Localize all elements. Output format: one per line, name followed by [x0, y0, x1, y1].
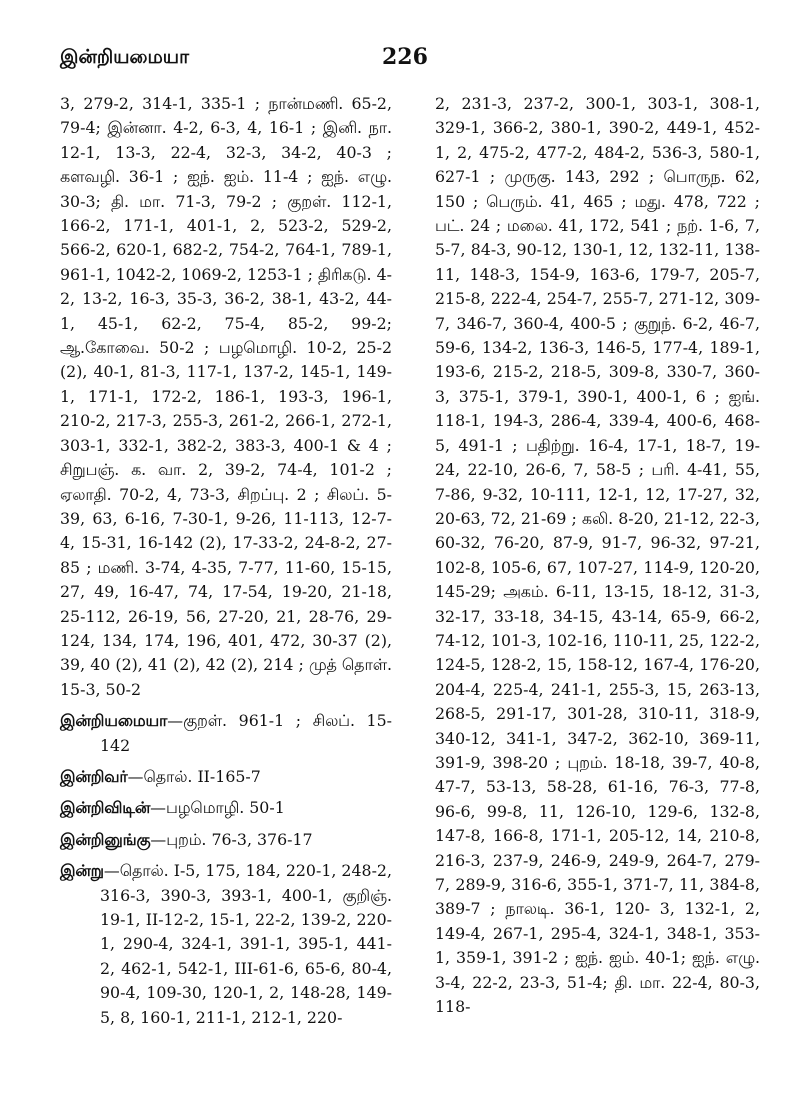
index-entry	[60, 828, 392, 852]
entry-headword: இன்றியமையா	[60, 711, 168, 731]
index-entry	[60, 859, 392, 1030]
running-head: இன்றியமையா	[60, 46, 190, 68]
left-column	[60, 92, 392, 1037]
right-column	[435, 92, 760, 1026]
index-entry	[60, 796, 392, 820]
entry-headword: இன்று	[60, 861, 104, 881]
entry-headword: இன்றினுங்கு	[60, 829, 151, 849]
entry-references: —தொல். I-5, 175, 184, 220-1, 248-2, 316-3, 390-3, 393-1, 400-1, குறிஞ். 19-1, II-12-2, 15-1, 22-2, 139-2, 220-1, 290-4, 324-1, 391-1, 395-1, 441-2, 462-1, 542-1, III-61-6, 65-6, 80-4, 90-4, 109-30, 120-1, 2, 148-28, 149-5, 8, 160-1, 211-1, 212-1, 220-	[100, 861, 392, 1027]
index-entry	[60, 765, 392, 789]
entry-headword: இன்றிவிடின்	[60, 798, 151, 818]
index-entry	[60, 709, 392, 758]
entry-references: —தொல். II-165-7	[127, 766, 261, 786]
entry-continuation: 3, 279-2, 314-1, 335-1 ; நான்மணி. 65-2, 79-4; இன்னா. 4-2, 6-3, 4, 16-1 ; இனி. நா. 12-1, 13-3, 22-4, 32-3, 34-2, 40-3 ; களவழி. 36-1 ; ஐந். ஐம். 11-4 ; ஐந். எழு. 30-3; தி. மா. 71-3, 79-2 ; குறள். 112-1, 166-2, 171-1, 401-1, 2, 523-2, 529-2, 566-2, 620-1, 682-2, 754-2, 764-1, 789-1, 961-1, 1042-2, 1069-2, 1253-1 ; திரிகடு. 4-2, 13-2, 16-3, 35-3, 36-2, 38-1, 43-2, 44-1, 45-1, 62-2, 75-4, 85-2, 99-2; ஆ.கோவை. 50-2 ; பழமொழி. 10-2, 25-2 (2), 40-1, 81-3, 117-1, 137-2, 145-1, 149-1, 171-1, 172-2, 186-1, 193-3, 196-1, 210-2, 217-3, 255-3, 261-2, 266-1, 272-1, 303-1, 332-1, 382-2, 383-3, 400-1 & 4 ; சிறுபஞ். க. வா. 2, 39-2, 74-4, 101-2 ; ஏலாதி. 70-2, 4, 73-3, சிறப்பு. 2 ; சிலப். 5-39, 63, 6-16, 7-30-1, 9-26, 11-113, 12-7-4, 15-31, 16-142 (2), 17-33-2, 24-8-2, 27-85 ; மணி. 3-74, 4-35, 7-77, 11-60, 15-15, 27, 49, 16-47, 74, 17-54, 19-20, 21-18, 25-112, 26-19, 56, 27-20, 21, 28-76, 29-124, 134, 174, 196, 401, 472, 30-37 (2), 39, 40 (2), 41 (2), 42 (2), 214 ; முத் தொள். 15-3, 50-2	[60, 94, 392, 699]
entry-headword: இன்றிவர்	[60, 766, 128, 786]
entry-references: —புறம். 76-3, 376-17	[150, 829, 313, 849]
page-number: 226	[382, 44, 428, 70]
entry-continuation: 2, 231-3, 237-2, 300-1, 303-1, 308-1, 329-1, 366-2, 380-1, 390-2, 449-1, 452-1, 2, 475-2, 477-2, 484-2, 536-3, 580-1, 627-1 ; முருகு. 143, 292 ; பொருந. 62, 150 ; பெரும். 41, 465 ; மது. 478, 722 ; பட். 24 ; மலை. 41, 172, 541 ; நற். 1-6, 7, 5-7, 84-3, 90-12, 130-1, 12, 132-11, 138-11, 148-3, 154-9, 163-6, 179-7, 205-7, 215-8, 222-4, 254-7, 255-7, 271-12, 309-7, 346-7, 360-4, 400-5 ; குறுந். 6-2, 46-7, 59-6, 134-2, 136-3, 146-5, 177-4, 189-1, 193-6, 215-2, 218-5, 309-8, 330-7, 360-3, 375-1, 379-1, 390-1, 400-1, 6 ; ஐங். 118-1, 194-3, 286-4, 339-4, 400-6, 468-5, 491-1 ; பதிற்று. 16-4, 17-1, 18-7, 19-24, 22-10, 26-6, 7, 58-5 ; பரி. 4-41, 55, 7-86, 9-32, 10-111, 12-1, 12, 17-27, 32, 20-63, 72, 21-69 ; கலி. 8-20, 21-12, 22-3, 60-32, 76-20, 87-9, 91-7, 96-32, 97-21, 102-8, 105-6, 67, 107-27, 114-9, 120-20, 145-29; அகம். 6-11, 13-15, 18-12, 31-3, 32-17, 33-18, 34-15, 43-14, 65-9, 66-2, 74-12, 101-3, 102-16, 110-11, 25, 122-2, 124-5, 128-2, 15, 158-12, 167-4, 176-20, 204-4, 225-4, 241-1, 255-3, 15, 263-13, 268-5, 291-17, 301-28, 310-11, 318-9, 340-12, 341-1, 347-2, 362-10, 369-11, 391-9, 398-20 ; புறம். 18-18, 39-7, 40-8, 47-7, 53-13, 58-28, 61-16, 76-3, 77-8, 96-6, 99-8, 11, 126-10, 129-6, 132-8, 147-8, 166-8, 171-1, 205-12, 14, 210-8, 216-3, 237-9, 246-9, 249-9, 264-7, 279-7, 289-9, 316-6, 355-1, 371-7, 11, 384-8, 389-7 ; நாலடி. 36-1, 120- 3, 132-1, 2, 149-4, 267-1, 295-4, 324-1, 348-1, 353-1, 359-1, 391-2 ; ஐந். ஐம். 40-1; ஐந். எழு. 3-4, 22-2, 23-3, 51-4; தி. மா. 22-4, 80-3, 118-	[435, 94, 760, 1017]
entry-references: —பழமொழி. 50-1	[150, 798, 285, 818]
entry-references: —குறள். 961-1 ; சிலப். 15-142	[100, 711, 392, 755]
